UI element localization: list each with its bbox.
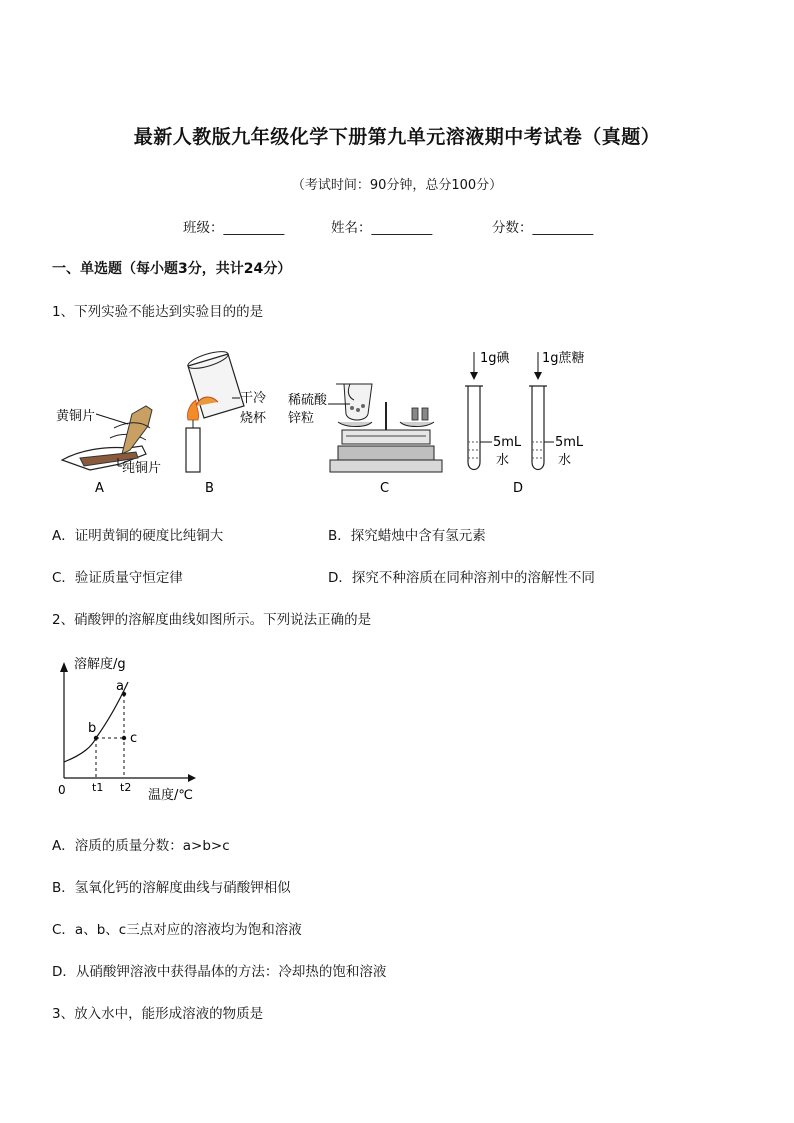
label-water-2: 水 [558,453,572,468]
q1-option-c[interactable]: C．验证质量守恒定律 [52,570,183,586]
panel-c-label: C [380,481,390,496]
panel-d-illustration [465,352,554,470]
origin-label: 0 [58,783,66,797]
q2-option-a[interactable]: A．溶质的质量分数：a>b>c [52,838,230,854]
score-field[interactable]: 分数：_________ [492,220,594,236]
label-beaker: 烧杯 [240,411,267,426]
q1-option-b[interactable]: B．探究蜡烛中含有氢元素 [328,528,486,544]
point-b-label: b [88,721,97,736]
panel-d-label: D [513,481,524,496]
t1-label: t1 [92,781,104,794]
label-dry-cold: 干冷 [240,391,267,406]
question-1-stem: 1、下列实验不能达到实验目的的是 [52,304,264,320]
label-zinc-granules: 锌粒 [288,411,315,426]
label-water-volume-2: 5mL [555,435,584,450]
panel-a-label: A [95,481,104,496]
panel-b-label: B [205,481,214,496]
q2-option-b[interactable]: B．氢氧化钙的溶解度曲线与硝酸钾相似 [52,880,291,896]
point-c-label: c [130,731,138,746]
panel-b-illustration [186,348,244,472]
exam-duration-info: （考试时间：90分钟，总分100分） [291,178,503,193]
q1-option-d[interactable]: D．探究不种溶质在同种溶剂中的溶解性不同 [328,570,595,586]
solubility-curve-graph [50,650,210,810]
q2-option-d[interactable]: D．从硝酸钾溶液中获得晶体的方法：冷却热的饱和溶液 [52,964,387,980]
question-3-stem: 3、放入水中，能形成溶液的物质是 [52,1006,264,1022]
class-field[interactable]: 班级：_________ [183,220,285,236]
x-axis-arrow [188,774,196,782]
y-axis-label: 溶解度/g [74,657,126,672]
point-b-marker [94,736,98,740]
q2-option-c[interactable]: C．a、b、c三点对应的溶液均为饱和溶液 [52,922,302,938]
panel-c-illustration [328,384,442,472]
x-axis-label: 温度/℃ [148,788,193,803]
q1-option-a[interactable]: A．证明黄铜的硬度比纯铜大 [52,528,224,544]
y-axis-arrow [60,662,68,672]
label-brass-plate: 黄铜片 [56,409,96,424]
point-c-marker [122,736,126,740]
page-title: 最新人教版九年级化学下册第九单元溶液期中考试卷（真题） [133,126,661,148]
label-water-volume-1: 5mL [493,435,522,450]
name-field[interactable]: 姓名：_________ [331,220,433,236]
label-water-1: 水 [496,453,510,468]
label-pure-copper-plate: 纯铜片 [122,461,162,476]
label-iodine-1g: 1g碘 [480,351,510,366]
question-2-stem: 2、硝酸钾的溶解度曲线如图所示。下列说法正确的是 [52,612,372,628]
question-1-figure [50,342,610,502]
section-heading: 一、单选题（每小题3分，共计24分） [52,261,292,277]
point-a-label: a [116,679,124,694]
label-dilute-sulfuric-acid: 稀硫酸 [288,393,328,408]
label-sucrose-1g: 1g蔗糖 [542,351,585,366]
t2-label: t2 [120,781,132,794]
